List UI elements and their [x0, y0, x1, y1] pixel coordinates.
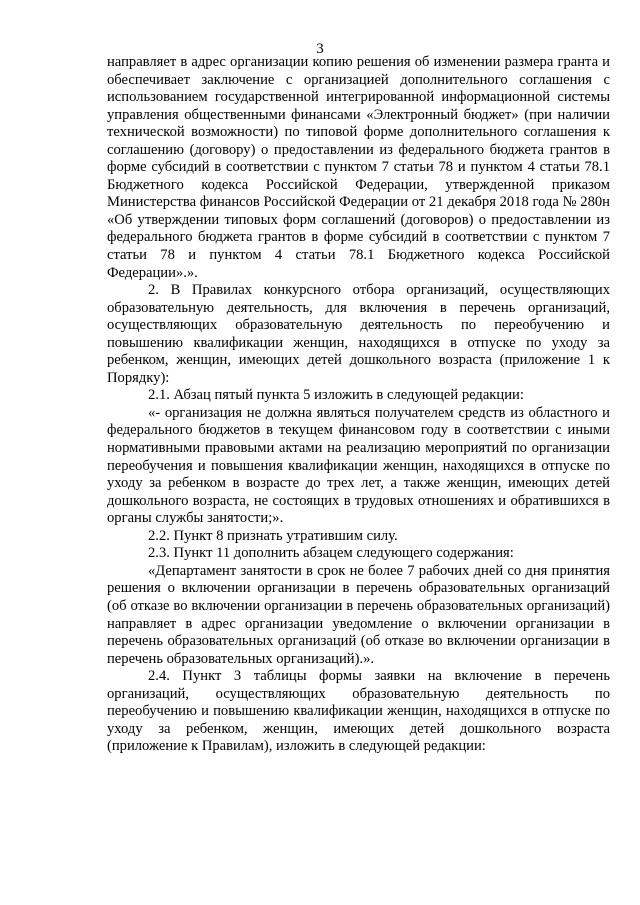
paragraph-item-2-3: 2.3. Пункт 11 дополнить абзацем следующего содержания:	[148, 545, 514, 562]
paragraph-continuation: направляет в адрес организации копию решения об изменении размера гранта и обеспечивает заключение с организацией дополнительного соглашения с использованием государственной интегрированной информационной системы управления общественными финансами «Электронный бюджет» (при наличии технической возможности) по типовой форме дополнительного соглашения к соглашению (договору) о предоставлении из федерального бюджета грантов в форме субсидий в соответствии с пунктом 7 статьи 78 и пунктом 4 статьи 78.1 Бюджетного кодекса Российской Федерации, утвержденной приказом Министерства финансов Российской Федерации от 21 декабря 2018 года № 280н «Об утверждении типовых форм соглашений (договоров) о предоставлении из федерального бюджета грантов в форме субсидий в соответствии с пунктом 7 статьи 78 и пунктом 4 статьи 78.1 Бюджетного кодекса Российской Федерации».».	[107, 54, 610, 281]
paragraph-item-2-1: 2.1. Абзац пятый пункта 5 изложить в следующей редакции:	[148, 387, 524, 404]
paragraph-item-2: 2. В Правилах конкурсного отбора организаций, осуществляющих образовательную деятельность, для включения в перечень организаций, осуществляющих образовательную деятельность по переобучению и повышению квалификации женщин, находящихся в отпуске по уходу за ребенком, женщин, имеющих детей дошкольного возраста (приложение 1 к Порядку):	[107, 282, 610, 386]
paragraph-item-2-4: 2.4. Пункт 3 таблицы формы заявки на включение в перечень организаций, осуществляющих образовательную деятельность по переобучению и повышению квалификации женщин, находящихся в отпуске по уходу за ребенком, женщин, имеющих детей дошкольного возраста (приложение к Правилам), изложить в следующей редакции:	[107, 668, 610, 755]
page-number: 3	[316, 41, 324, 57]
paragraph-item-2-2: 2.2. Пункт 8 признать утратившим силу.	[148, 527, 398, 544]
paragraph-quote-1: «- организация не должна являться получателем средств из областного и федерального бюджетов в текущем финансовом году в соответствии с иными нормативными правовыми актами на реализацию мероприятий по организации переобучения и повышения квалификации женщин, находящихся в отпуске по уходу за ребенком в возрасте до трех лет, а также женщин, имеющих детей дошкольного возраста, не состоящих в трудовых отношениях и обратившихся в органы службы занятости;».	[107, 404, 610, 527]
document-body	[107, 54, 610, 756]
paragraph-quote-2: «Департамент занятости в срок не более 7 рабочих дней со дня принятия решения о включении организации в перечень образовательных организаций (об отказе во включении организации в перечень образовательных организаций) направляет в адрес организации уведомление о включении организации в перечень образовательных организаций (об отказе во включении организации в перечень образовательных организаций).».	[107, 562, 610, 667]
